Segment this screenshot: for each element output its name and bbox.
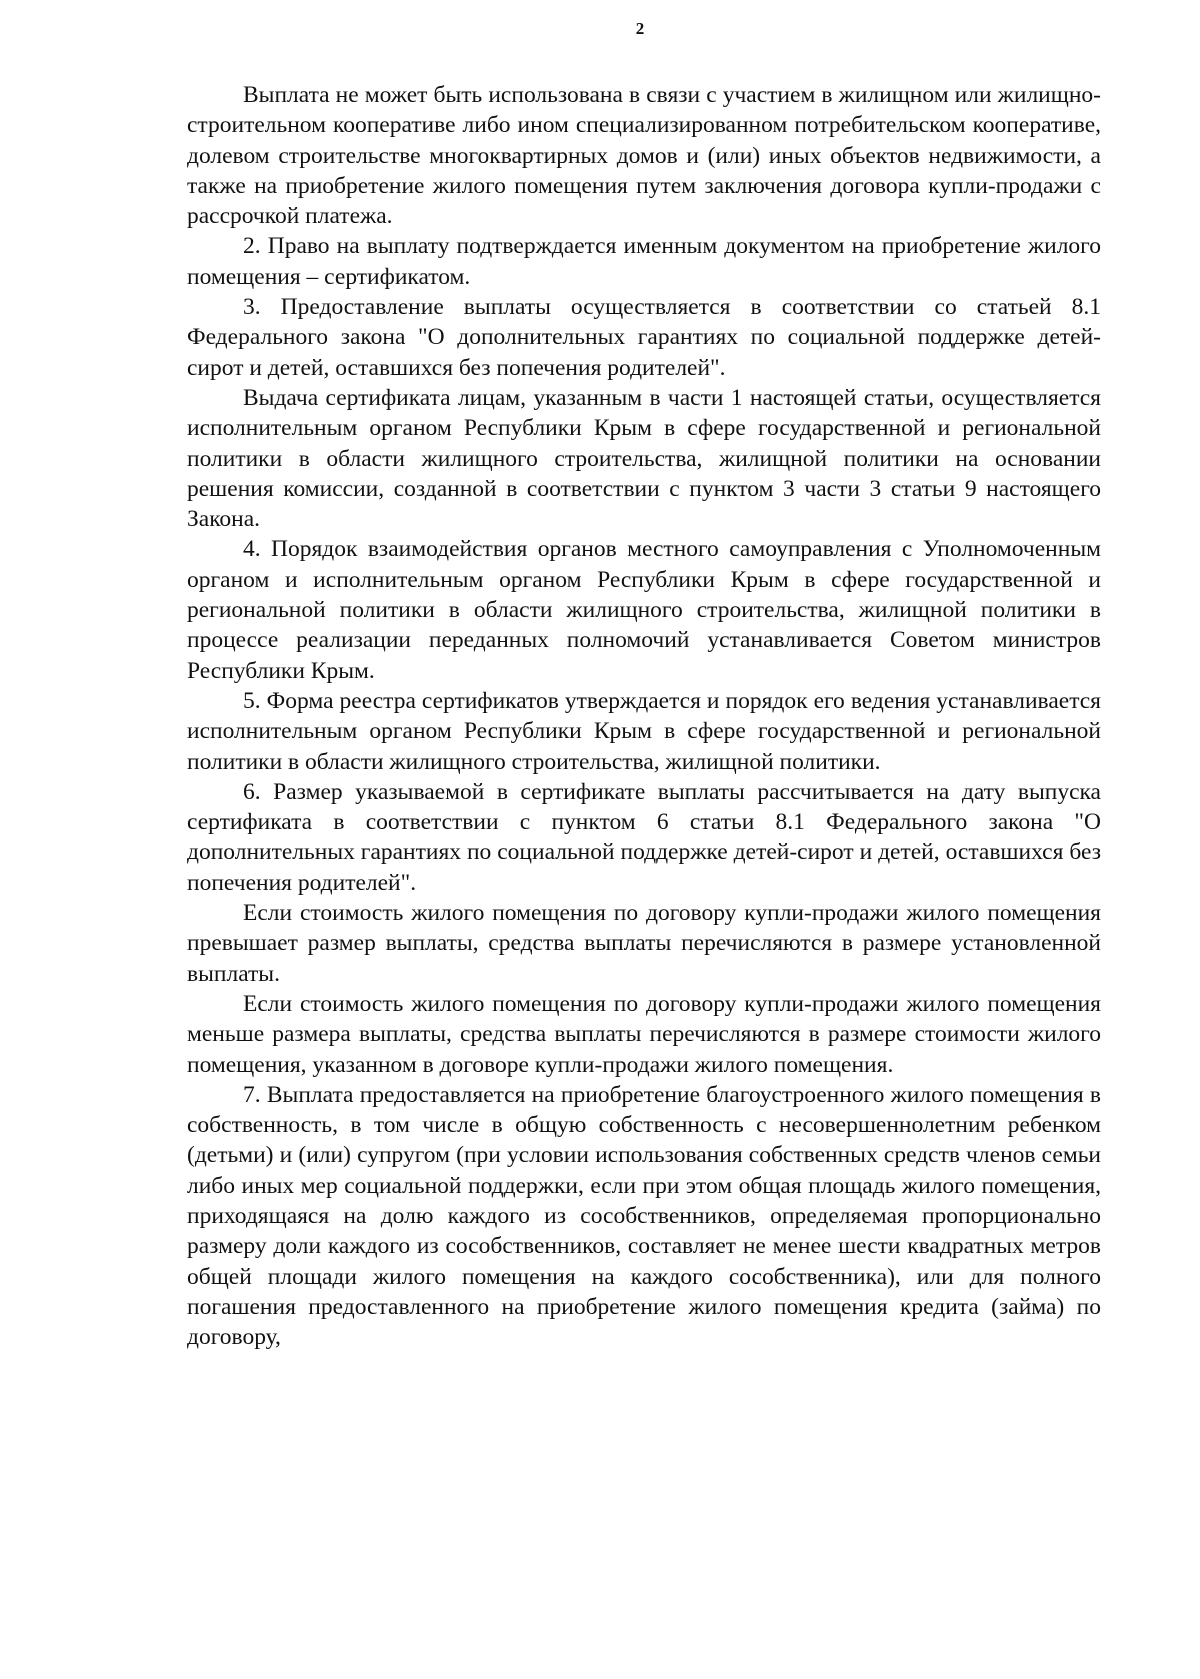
paragraph-payment-restrictions: Выплата не может быть использована в связи с участием в жилищном или жилищно-строительном кооперативе либо ином специализированном потребительском кооперативе, долевом строительстве многоквартирных домов и (или) иных объектов недвижимости, а также на приобретение жилого помещения путем заключения договора купли-продажи с рассрочкой платежа. [187,82,1101,230]
document-body [187,80,1101,1352]
paragraph-item-3: 3. Предоставление выплаты осуществляется в соответствии со статьей 8.1 Федерального закона "О дополнительных гарантиях по социальной поддержке детей-сирот и детей, оставшихся без попечения родителей". [187,294,1101,381]
paragraph-item-2: 2. Право на выплату подтверждается именным документом на приобретение жилого помещения – сертификатом. [187,233,1101,290]
paragraph-item-7: 7. Выплата предоставляется на приобретение благоустроенного жилого помещения в собственность, в том числе в общую собственность с несовершеннолетним ребенком (детьми) и (или) супругом (при условии использования собственных средств членов семьи либо иных мер социальной поддержки, если при этом общая площадь жилого помещения, приходящаяся на долю каждого из сособственников, определяемая пропорционально размеру доли каждого из сособственников, составляет не менее шести квадратных метров общей площади жилого помещения на каждого сособственника), или для полного погашения предоставленного на приобретение жилого помещения кредита (займа) по договору, [187,1081,1101,1351]
paragraph-item-5: 5. Форма реестра сертификатов утверждается и порядок его ведения устанавливается исполнительным органом Республики Крым в сфере государственной и региональной политики в области жилищного строительства, жилищной политики. [187,687,1101,775]
paragraph-cost-exceeds: Если стоимость жилого помещения по договору купли-продажи жилого помещения превышает размер выплаты, средства выплаты перечисляются в размере установленной выплаты. [187,900,1101,987]
paragraph-item-4: 4. Порядок взаимодействия органов местного самоуправления с Уполномоченным органом и исполнительным органом Республики Крым в сфере государственной и региональной политики в области жилищного строительства, жилищной политики в процессе реализации переданных полномочий устанавливается Советом министров Республики Крым. [187,536,1101,684]
paragraph-item-6: 6. Размер указываемой в сертификате выплаты рассчитывается на дату выпуска сертификата в соответствии с пунктом 6 статьи 8.1 Федерального закона "О дополнительных гарантиях по социальной поддержке детей-сирот и детей, оставшихся без попечения родителей". [187,778,1101,896]
page-number: 2 [635,19,645,38]
paragraph-certificate-issuance: Выдача сертификата лицам, указанным в части 1 настоящей статьи, осуществляется исполнительным органом Республики Крым в сфере государственной и региональной политики в области жилищного строительства, жилищной политики на основании решения комиссии, созданной в соответствии с пунктом 3 части 3 статьи 9 настоящего Закона. [187,384,1101,533]
paragraph-cost-less: Если стоимость жилого помещения по договору купли-продажи жилого помещения меньше размера выплаты, средства выплаты перечисляются в размере стоимости жилого помещения, указанном в договоре купли-продажи жилого помещения. [187,990,1101,1078]
